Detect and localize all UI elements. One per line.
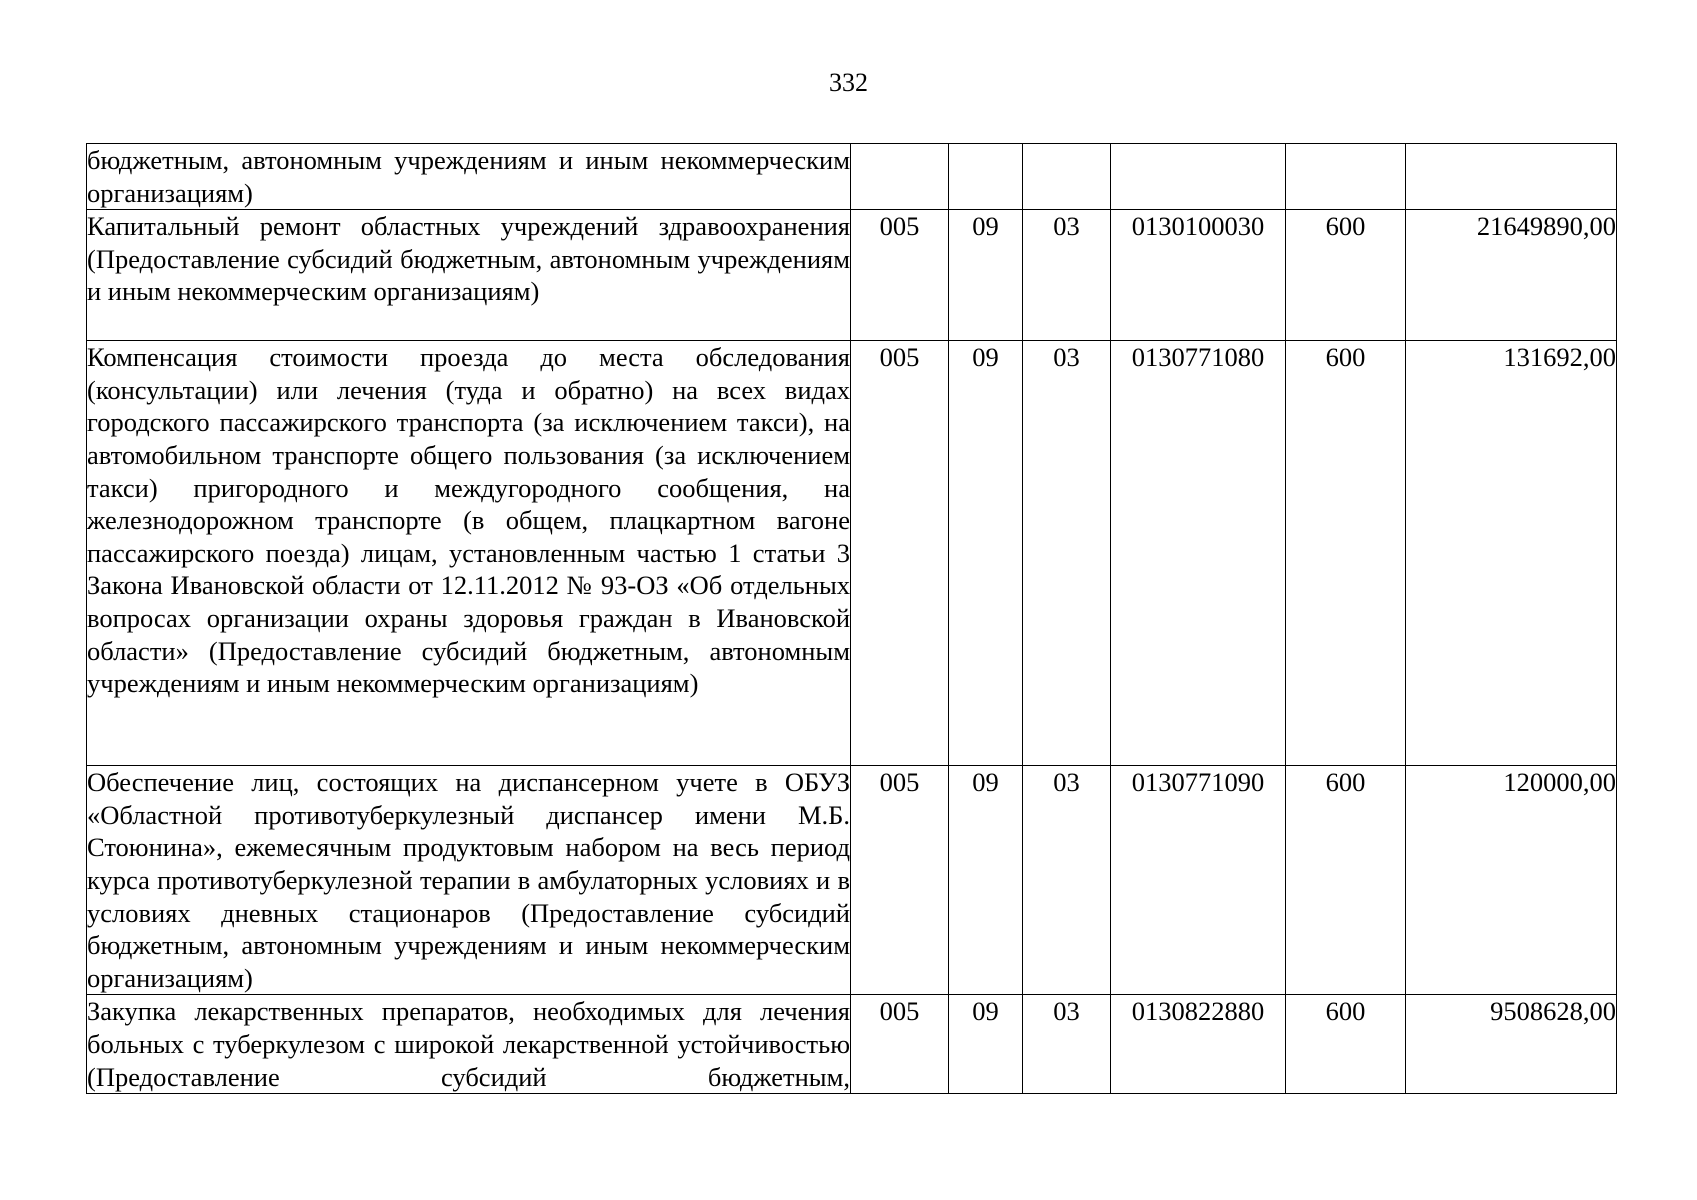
admin-code: 005 (851, 210, 949, 341)
budget-table (86, 143, 1617, 1094)
row-description: Капитальный ремонт областных учреждений здравоохранения (Предоставление субсидий бюджетным, автономным учреждениям и иным некоммерческим организациям) (87, 210, 851, 341)
subsection-code: 03 (1023, 766, 1111, 995)
admin-code: 005 (851, 995, 949, 1094)
expense-type-code: 600 (1286, 995, 1406, 1094)
subsection-code: 03 (1023, 995, 1111, 1094)
section-code: 09 (949, 995, 1023, 1094)
target-article-code: 0130771080 (1111, 341, 1286, 766)
section-code: 09 (949, 341, 1023, 766)
target-article-code (1111, 144, 1286, 210)
expense-type-code: 600 (1286, 341, 1406, 766)
amount (1406, 144, 1617, 210)
row-description: Компенсация стоимости проезда до места обследования (консультации) или лечения (туда и обратно) на всех видах городского пассажирского транспорта (за исключением такси), на автомобильном транспорте общего пользования (за исключением такси) пригородного и междугородного сообщения, на железнодорожном транспорте (в общем, плацкартном вагоне пассажирского поезда) лицам, установленным частью 1 статьи 3 Закона Ивановской области от 12.11.2012 № 93-ОЗ «Об отдельных вопросах организации охраны здоровья граждан в Ивановской области» (Предоставление субсидий бюджетным, автономным учреждениям и иным некоммерческим организациям) (87, 341, 851, 766)
table-row (87, 210, 1617, 341)
amount: 9508628,00 (1406, 995, 1617, 1094)
row-description: бюджетным, автономным учреждениям и иным некоммерческим организациям) (87, 144, 851, 210)
expense-type-code: 600 (1286, 766, 1406, 995)
section-code: 09 (949, 766, 1023, 995)
subsection-code (1023, 144, 1111, 210)
page-number: 332 (829, 68, 868, 97)
target-article-code: 0130771090 (1111, 766, 1286, 995)
table-row (87, 766, 1617, 995)
admin-code (851, 144, 949, 210)
subsection-code: 03 (1023, 341, 1111, 766)
table-row (87, 995, 1617, 1094)
expense-type-code: 600 (1286, 210, 1406, 341)
amount: 21649890,00 (1406, 210, 1617, 341)
admin-code: 005 (851, 766, 949, 995)
amount: 120000,00 (1406, 766, 1617, 995)
target-article-code: 0130822880 (1111, 995, 1286, 1094)
target-article-code: 0130100030 (1111, 210, 1286, 341)
section-code (949, 144, 1023, 210)
expense-type-code (1286, 144, 1406, 210)
section-code: 09 (949, 210, 1023, 341)
subsection-code: 03 (1023, 210, 1111, 341)
amount: 131692,00 (1406, 341, 1617, 766)
admin-code: 005 (851, 341, 949, 766)
table-row (87, 341, 1617, 766)
row-description: Обеспечение лиц, состоящих на диспансерном учете в ОБУЗ «Областной противотуберкулезный диспансер имени М.Б. Стоюнина», ежемесячным продуктовым набором на весь период курса противотуберкулезной терапии в амбулаторных условиях и в условиях дневных стационаров (Предоставление субсидий бюджетным, автономным учреждениям и иным некоммерческим организациям) (87, 766, 851, 995)
row-description: Закупка лекарственных препаратов, необходимых для лечения больных с туберкулезом с широкой лекарственной устойчивостью (Предоставление субсидий бюджетным, (87, 995, 851, 1094)
table-row (87, 144, 1617, 210)
